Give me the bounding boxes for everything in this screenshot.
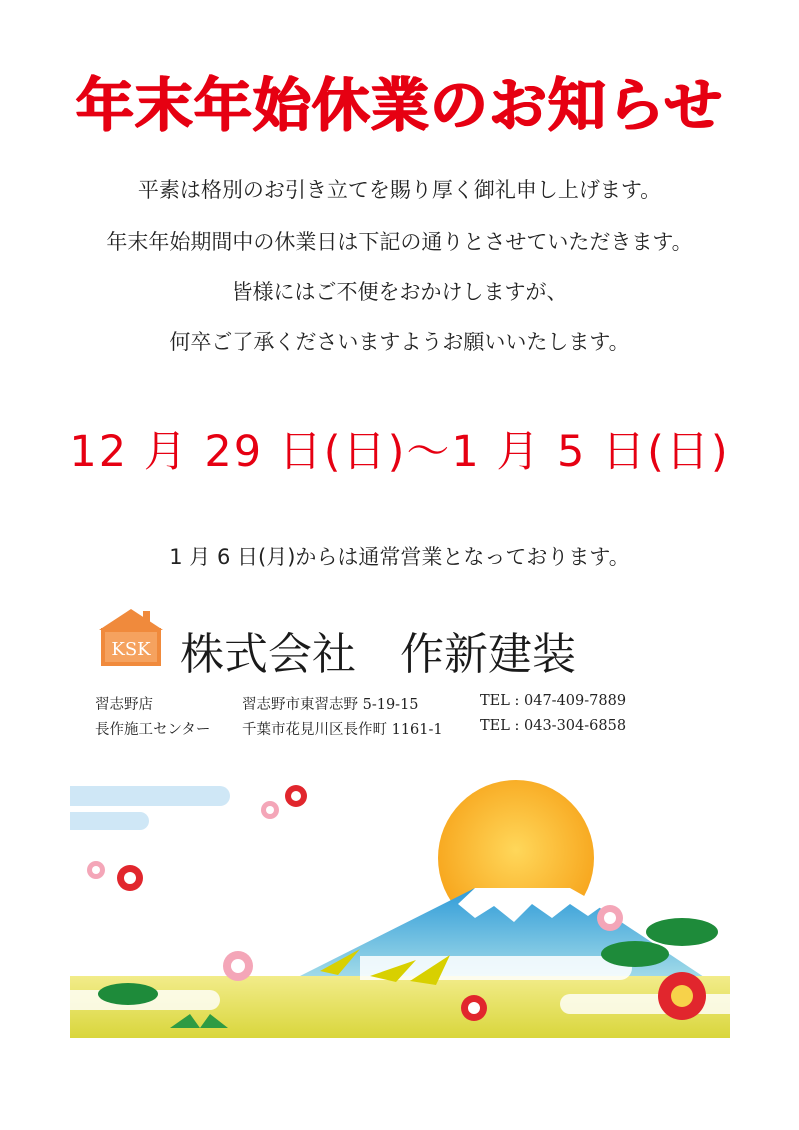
message-line-2: 年末年始期間中の休業日は下記の通りとさせていただきます。 bbox=[106, 230, 693, 254]
branch-2-address: 千葉市花見川区長作町 1161-1 bbox=[242, 722, 443, 738]
branch-2-name: 長作施工センター bbox=[95, 722, 211, 738]
house-logo-icon bbox=[96, 606, 166, 668]
company-name: 株式会社 作新建装 bbox=[180, 629, 576, 680]
closure-period: 12 月 29 日(日)～1 月 5 日(日) bbox=[69, 427, 730, 477]
new-year-illustration bbox=[70, 776, 730, 1038]
message-line-1: 平素は格別のお引き立てを賜り厚く御礼申し上げます。 bbox=[137, 178, 662, 202]
logo-text: KSK bbox=[111, 639, 151, 660]
sky-clouds bbox=[70, 786, 230, 830]
branch-1-address: 習志野市東習志野 5-19-15 bbox=[242, 697, 419, 713]
branch-1-name: 習志野店 bbox=[95, 697, 153, 713]
notice-title: 年末年始休業のお知らせ bbox=[75, 71, 724, 139]
branch-2-tel: TEL : 043-304-6858 bbox=[480, 718, 627, 734]
message-line-3: 皆様にはご不便をおかけしますが、 bbox=[231, 280, 568, 304]
branch-1-tel: TEL : 047-409-7889 bbox=[480, 693, 627, 709]
ksk-logo bbox=[96, 606, 166, 668]
message-line-4: 何卒ご了承くださいますようお願いいたします。 bbox=[169, 330, 630, 354]
resume-notice: 1 月 6 日(月)からは通常営業となっております。 bbox=[169, 545, 630, 569]
